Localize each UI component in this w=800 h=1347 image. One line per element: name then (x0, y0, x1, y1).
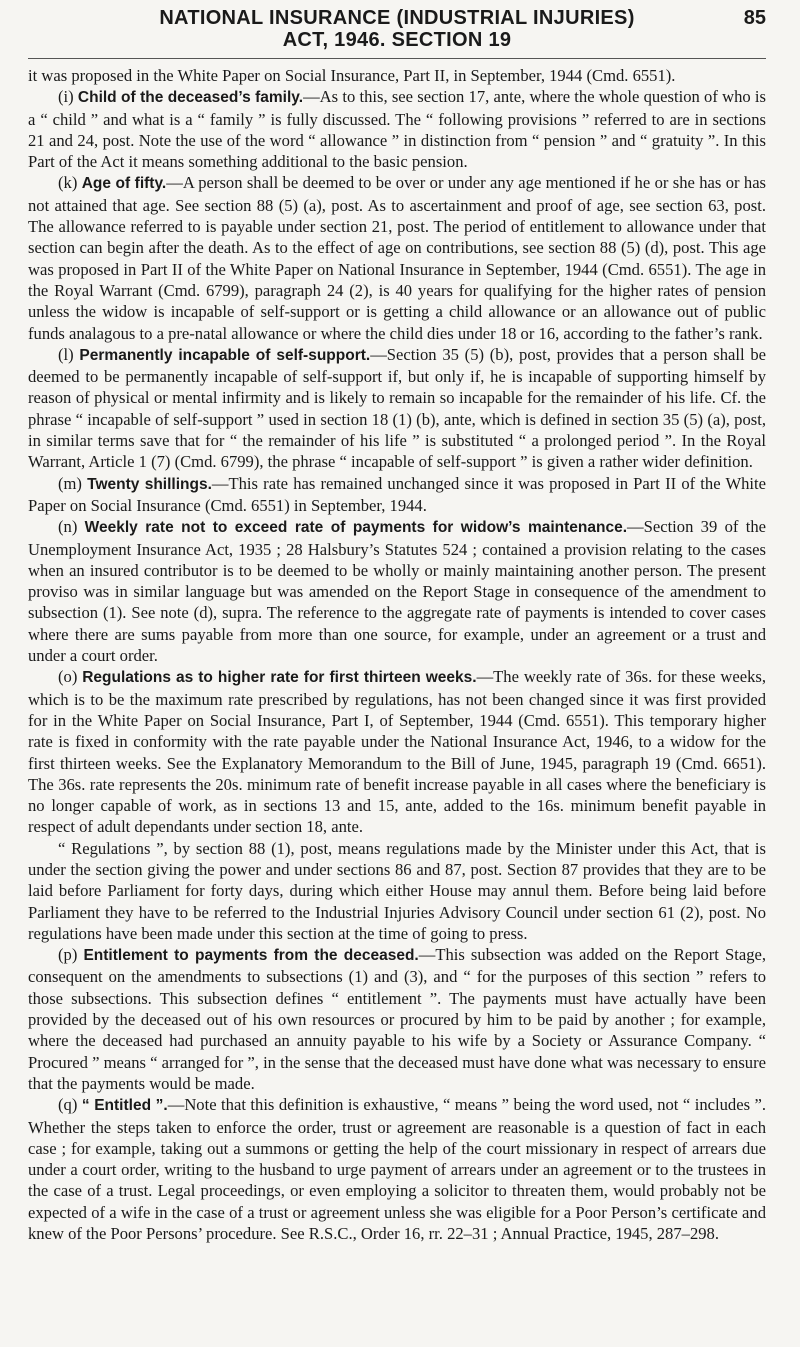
running-title: NATIONAL INSURANCE (INDUSTRIAL INJURIES) (159, 7, 635, 29)
note-p (28, 944, 766, 1094)
note-heading: Regulations as to higher rate for first thirteen weeks. (82, 669, 477, 687)
note-label: (n) (58, 517, 85, 537)
note-label: (q) (58, 1095, 82, 1115)
note-q (28, 1094, 766, 1244)
note-heading: “ Entitled ”. (81, 1097, 168, 1115)
note-text: —Note that this definition is exhaustive, “ means ” being the word used, not “ includes ”. Whether the steps taken to enforce the order, trust or agreement are reasonable is a question of fact in each case ; for example, taking out a summons or getting the help of the court missionary in respect of arrears due under a court order, writing to the husband to urge payment of arrears under an agreement or to the trustees in the case of a trust. Legal proceedings, or even employing a solicitor to threaten them, would probably not be expected of a wife in the case of a trust or agreement unless she was eligible for a Poor Person’s certificate and knew of the Poor Persons’ procedure. See R.S.C., Order 16, rr. 22–31 ; Annual Practice, 1945, 287–298. (28, 1095, 767, 1244)
header-rule (28, 58, 766, 59)
paragraph-text: it was proposed in the White Paper on Social Insurance, Part II, in September, 1944 (Cmd. 6551). (28, 66, 676, 85)
page-number: 85 (743, 7, 766, 29)
note-heading: Age of fifty. (81, 175, 167, 193)
note-text: —Section 35 (5) (b), post, provides that a person shall be deemed to be permanently incapable of self-support if, but only if, he is incapable of supporting himself by reason of physical or mental infirmity and is likely to remain so incapable for the remainder of his life. Cf. the phrase “ incapable of self-support ” used in section 18 (1) (b), ante, which is defined in section 35 (5) (a), post, in similar terms save that for “ the remainder of his life ” is substituted “ a prolonged period ”. In the Royal Warrant, Article 1 (7) (Cmd. 6799), the phrase “ incapable of self-support ” is given a rather wider definition. (28, 344, 766, 472)
note-text: —The weekly rate of 36s. for these weeks, which is to be the maximum rate prescribed by regulations, has not been changed since it was first provided for in the White Paper on Social Insurance, Part I, of September, 1944 (Cmd. 6551). This temporary higher rate is fixed in conformity with the rate payable under the National Insurance Act, 1946, to a widow for the first thirteen weeks. See the Explanatory Memorandum to the Bill of June, 1945, paragraph 19 (Cmd. 6651). The 36s. rate represents the 20s. minimum rate of benefit increase payable in all cases where the beneficiary is no longer capable of work, as in sections 13 and 15, ante, added to the 16s. minimum benefit payable in respect of adult dependants under section 18, ante. (28, 667, 766, 837)
note-o (28, 666, 766, 837)
note-heading: Permanently incapable of self-support. (79, 346, 371, 364)
note-label: (k) (58, 173, 82, 193)
note-m (28, 473, 766, 517)
paragraph-text: “ Regulations ”, by section 88 (1), post, means regulations made by the Minister under this Act, that is under the section giving the power and under sections 86 and 87, post. Section 87 provides that they are to be laid before Parliament for forty days, during which either House may annul them. Before being laid before Parliament they have to be referred to the Industrial Injuries Advisory Council under section 61 (2), post. No regulations have been made under this section at the time of going to press. (28, 838, 766, 943)
running-subtitle: ACT, 1946. SECTION 19 (282, 29, 512, 51)
paragraph-continuation (28, 65, 766, 86)
note-k (28, 172, 766, 343)
note-text: —This rate has remained unchanged since it was proposed in Part II of the White Paper on Social Insurance (Cmd. 6551) in September, 1944. (28, 473, 766, 515)
note-heading: Child of the deceased’s family. (77, 89, 304, 107)
note-heading: Entitlement to payments from the deceased. (83, 947, 419, 965)
note-o-regulations (28, 838, 766, 944)
note-n (28, 516, 766, 666)
note-label: (p) (58, 945, 84, 965)
note-heading: Weekly rate not to exceed rate of payments for widow’s maintenance. (84, 519, 628, 537)
note-label: (i) (58, 87, 78, 107)
note-text: —Section 39 of the Unemployment Insurance Act, 1935 ; 28 Halsbury’s Statutes 524 ; contained a provision relating to the cases when an insured contributor is to be deemed to be wholly or mainly maintaining another person. The present proviso was in similar language but was amended on the Report Stage in consequence of the amendment to subsection (1). See note (d), supra. The reference to the aggregate rate of payments is intended to cover cases where there are sums payable from more than one source, for example, under an agreement or a trust and under a court order. (28, 517, 766, 666)
note-label: (m) (58, 473, 88, 493)
note-text: —A person shall be deemed to be over or under any age mentioned if he or she has or has not attained that age. See section 88 (5) (a), post. As to ascertainment and proof of age, see section 63, post. The allowance referred to is payable under section 21, post. The period of entitlement to allowance under that section can begin after the death. As to the effect of age on contributions, see section 88 (5) (d), post. This age was proposed in Part II of the White Paper on National Insurance in September, 1944 (Cmd. 6551). The age in the Royal Warrant (Cmd. 6799), paragraph 24 (2), is 40 years for qualifying for the higher rates of pension unless the widow is incapable of self-support or is getting a child allowance or an allowance out of public funds analagous to a pre-natal allowance or where the child dies under 18 or 16, according to the father’s rank. (28, 173, 767, 343)
note-heading: Twenty shillings. (87, 475, 212, 493)
body-text (28, 65, 766, 1244)
note-text: —As to this, see section 17, ante, where the whole question of who is a “ child ” and what is a “ family ” is fully discussed. The “ following provisions ” referred to are in sections 21 and 24, post. Note the use of the word “ allowance ” in distinction from “ pension ” and “ gratuity ”. In this Part of the Act it means something additional to the basic pension. (28, 87, 767, 172)
page-header (28, 8, 766, 50)
note-label: (l) (58, 344, 80, 364)
note-text: —This subsection was added on the Report Stage, consequent on the amendments to subsections (1) and (3), and “ for the purposes of this section ” refers to those subsections. This subsection defines “ entitlement ”. The payments must have actually have been provided by the deceased out of his own resources or procured by him to be paid by another ; for example, where the deceased had purchased an annuity payable to his wife by a Society or Assurance Company. “ Procured ” means “ arranged for ”, in the sense that the deceased must have done what was necessary to ensure that the payments would be made. (28, 945, 767, 1093)
note-l (28, 344, 766, 473)
note-i (28, 86, 766, 172)
note-label: (o) (58, 667, 83, 687)
